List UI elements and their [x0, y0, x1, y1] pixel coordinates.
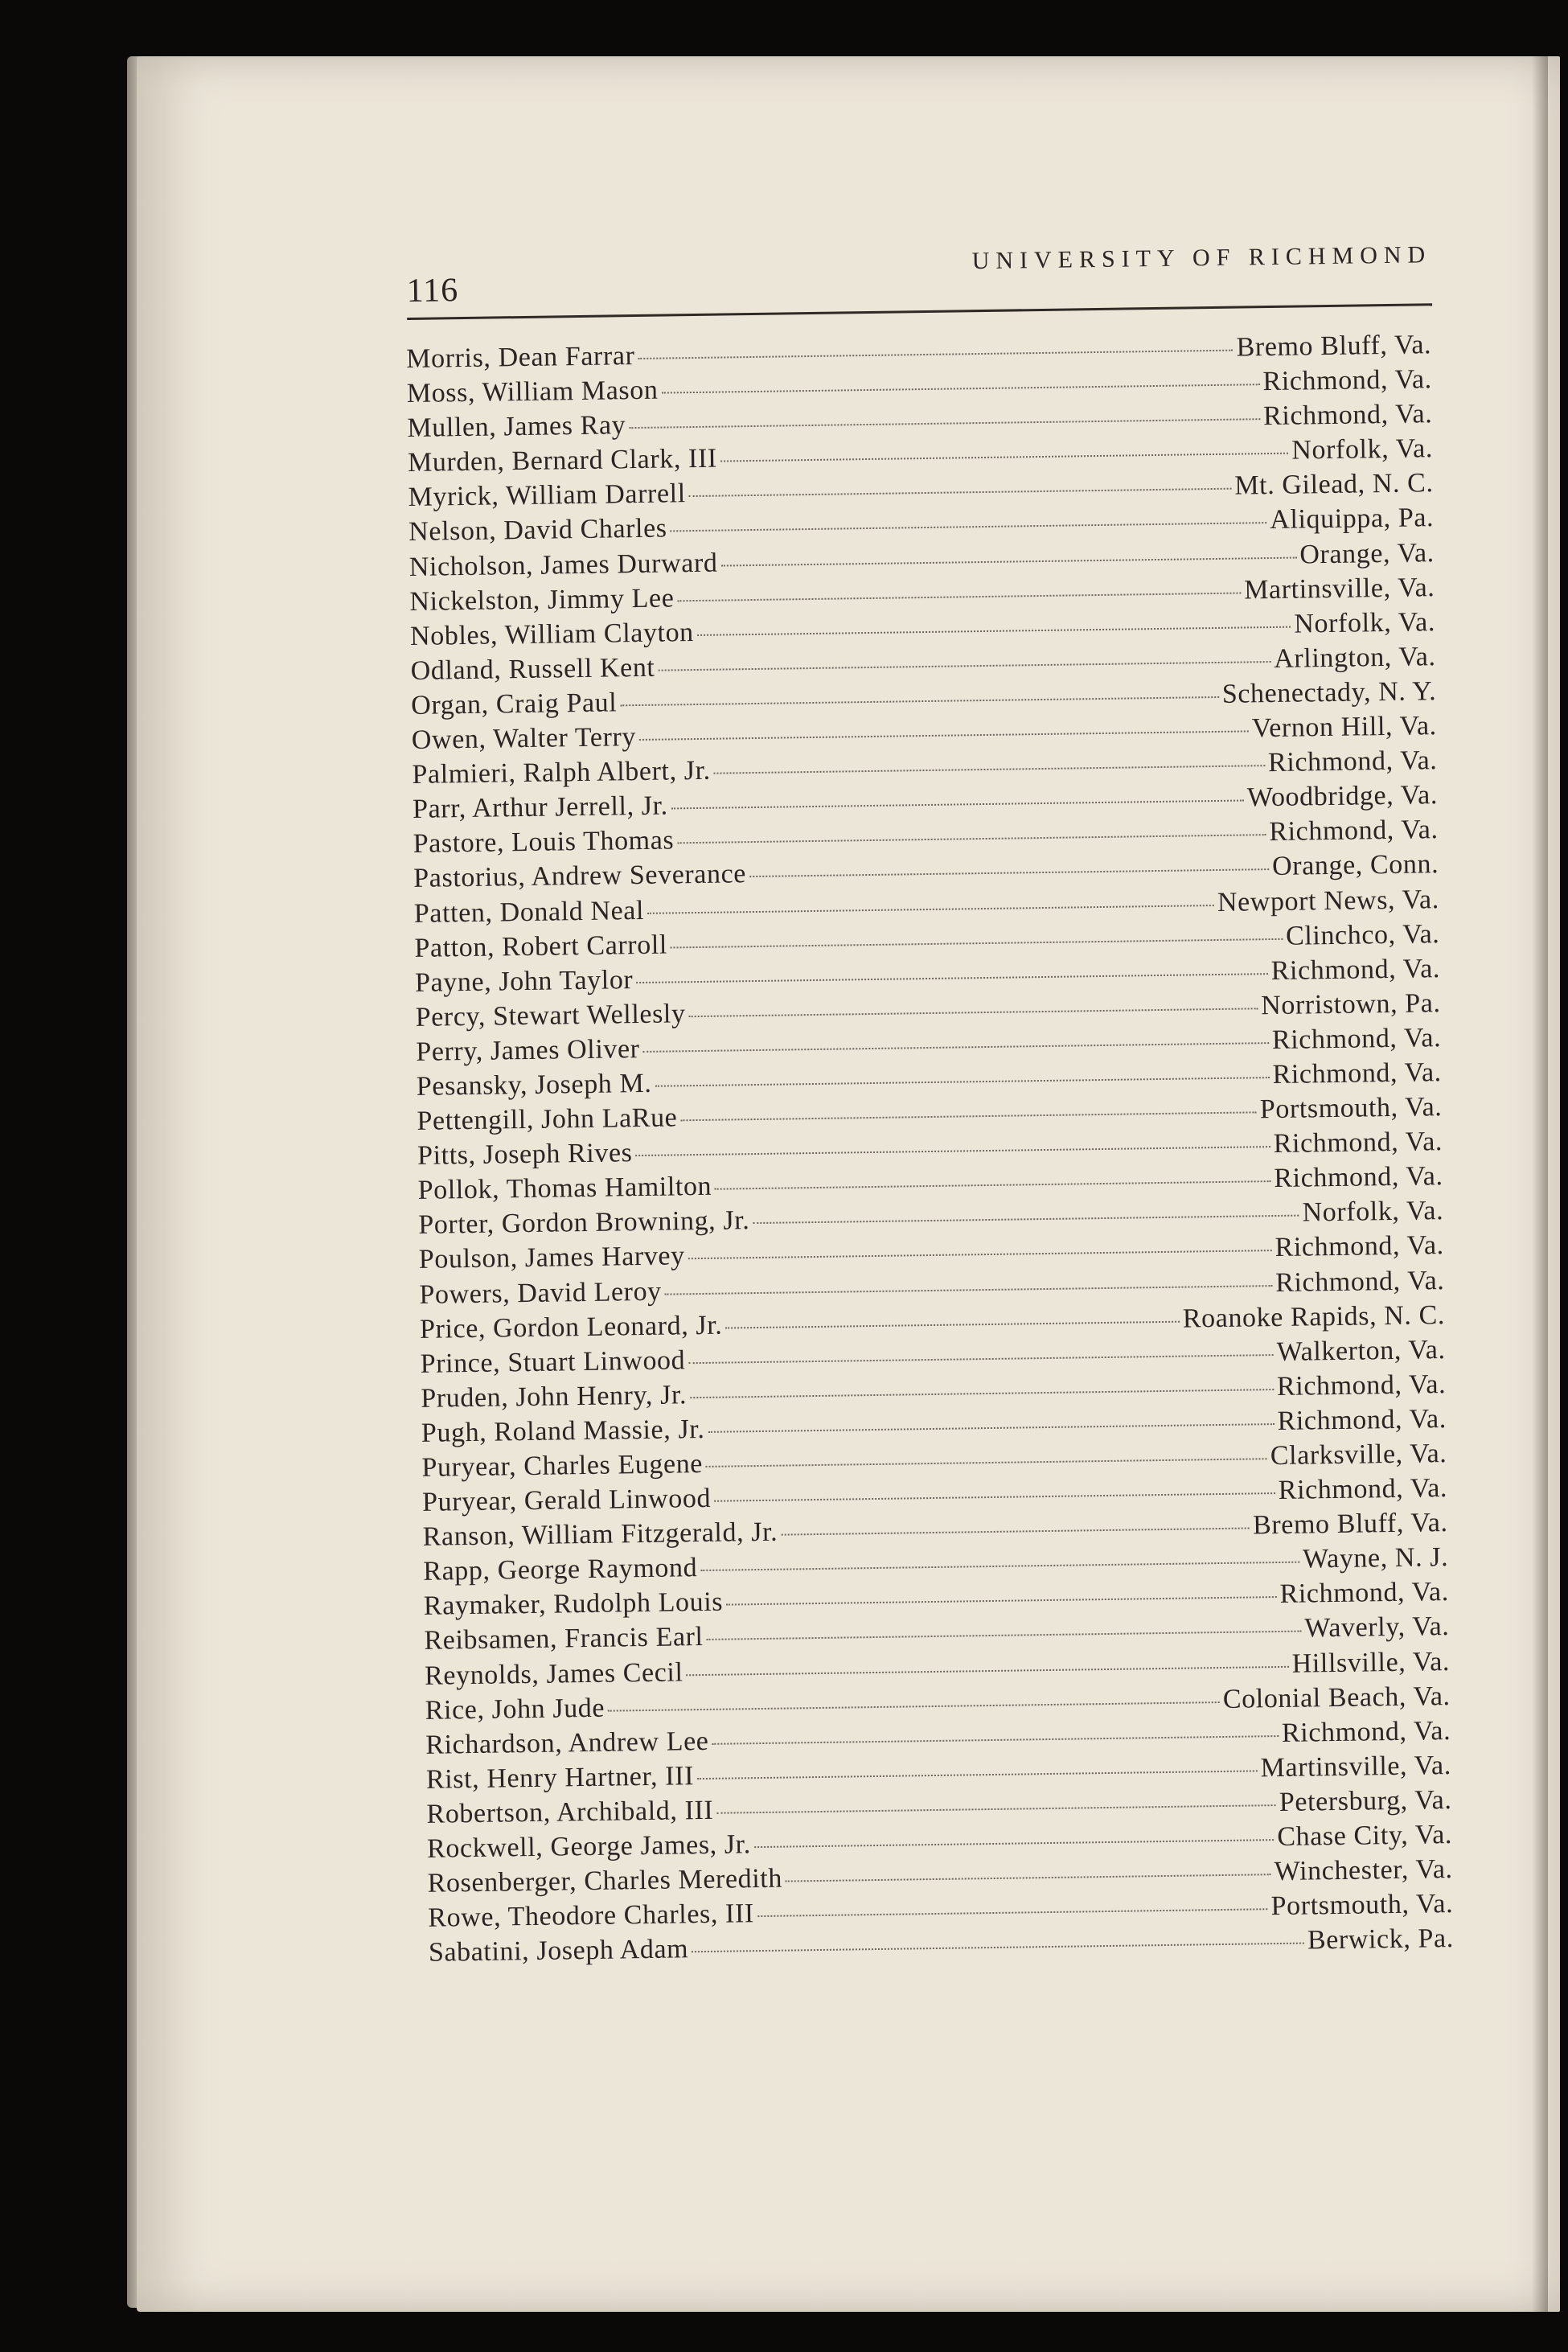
- hometown: Richmond, Va.: [1273, 1127, 1443, 1160]
- student-roster-list: [406, 330, 1454, 1972]
- hometown: Richmond, Va.: [1277, 1403, 1447, 1436]
- hometown: Norfolk, Va.: [1291, 433, 1434, 466]
- hometown: Richmond, Va.: [1279, 1577, 1450, 1610]
- student-name: Nelson, David Charles: [408, 513, 667, 548]
- student-name: Puryear, Charles Eugene: [421, 1448, 704, 1483]
- hometown: Richmond, Va.: [1272, 1057, 1443, 1090]
- hometown: Petersburg, Va.: [1279, 1784, 1452, 1817]
- hometown: Bremo Bluff, Va.: [1252, 1508, 1448, 1541]
- student-name: Mullen, James Ray: [407, 410, 626, 444]
- student-name: Price, Gordon Leonard, Jr.: [419, 1310, 723, 1344]
- student-name: Patton, Robert Carroll: [414, 930, 668, 963]
- student-name: Patten, Donald Neal: [413, 895, 645, 929]
- dot-leader: [754, 1839, 1275, 1848]
- student-name: Rapp, George Raymond: [423, 1553, 698, 1587]
- dot-leader: [715, 1180, 1270, 1190]
- student-name: Nicholson, James Durward: [408, 548, 718, 582]
- student-name: Rosenberger, Charles Meredith: [427, 1863, 783, 1898]
- hometown: Portsmouth, Va.: [1270, 1889, 1454, 1922]
- hometown: Martinsville, Va.: [1260, 1750, 1452, 1783]
- hometown: Clarksville, Va.: [1270, 1439, 1447, 1472]
- dot-leader: [726, 1596, 1276, 1606]
- dot-leader: [689, 1008, 1258, 1017]
- hometown: Wayne, N. J.: [1302, 1542, 1449, 1574]
- student-name: Pettengill, John LaRue: [417, 1102, 678, 1136]
- student-name: Porter, Gordon Browning, Jr.: [418, 1205, 750, 1241]
- dot-leader: [716, 1804, 1276, 1814]
- hometown: Waverly, Va.: [1304, 1611, 1450, 1644]
- student-name: Pugh, Roland Massie, Jr.: [421, 1414, 705, 1448]
- dot-leader: [786, 1874, 1271, 1882]
- dot-leader: [725, 1320, 1180, 1328]
- hometown: Orange, Va.: [1299, 537, 1435, 570]
- student-name: Percy, Stewart Wellesly: [415, 999, 686, 1032]
- hometown: Richmond, Va.: [1281, 1715, 1451, 1748]
- dot-leader: [629, 418, 1260, 429]
- hometown: Schenectady, N. Y.: [1221, 676, 1437, 709]
- hometown: Bremo Bluff, Va.: [1236, 330, 1432, 363]
- dot-leader: [647, 905, 1214, 914]
- hometown: Richmond, Va.: [1269, 815, 1439, 848]
- page-header: [406, 235, 1432, 322]
- dot-leader: [781, 1528, 1250, 1536]
- hometown: Richmond, Va.: [1274, 1161, 1443, 1194]
- dot-leader: [687, 1665, 1289, 1675]
- dot-leader: [712, 1735, 1279, 1745]
- hometown: Woodbridge, Va.: [1246, 780, 1439, 813]
- hometown: Roanoke Rapids, N. C.: [1182, 1299, 1446, 1334]
- hometown: Berwick, Pa.: [1307, 1923, 1455, 1956]
- dot-leader: [697, 626, 1291, 635]
- hometown: Richmond, Va.: [1262, 364, 1432, 397]
- student-name: Pitts, Joseph Rives: [417, 1138, 633, 1172]
- hometown: Richmond, Va.: [1275, 1265, 1445, 1298]
- student-name: Rice, John Jude: [425, 1693, 605, 1726]
- student-name: Richardson, Andrew Lee: [425, 1726, 709, 1760]
- dot-leader: [714, 1492, 1275, 1502]
- dot-leader: [714, 765, 1265, 774]
- hometown: Richmond, Va.: [1267, 745, 1438, 778]
- student-name: Puryear, Gerald Linwood: [421, 1483, 712, 1517]
- dot-leader: [692, 1943, 1304, 1953]
- student-name: Reibsamen, Francis Earl: [424, 1622, 704, 1656]
- student-name: Rockwell, George James, Jr.: [426, 1829, 752, 1864]
- student-name: Parr, Arthur Jerrell, Jr.: [412, 790, 668, 825]
- hometown: Norristown, Pa.: [1260, 987, 1441, 1021]
- dot-leader: [636, 973, 1267, 983]
- student-name: Payne, John Taylor: [414, 964, 634, 998]
- dot-leader: [671, 800, 1244, 810]
- student-name: Sabatini, Joseph Adam: [428, 1934, 689, 1968]
- student-name: Nickelston, Jimmy Lee: [409, 583, 675, 617]
- student-name: Reynolds, James Cecil: [424, 1656, 683, 1691]
- student-name: Ranson, William Fitzgerald, Jr.: [422, 1517, 778, 1553]
- dot-leader: [643, 1042, 1269, 1053]
- dot-leader: [688, 1354, 1273, 1364]
- student-name: Rist, Henry Hartner, III: [425, 1761, 695, 1795]
- student-name: Prince, Stuart Linwood: [420, 1344, 686, 1379]
- dot-leader: [720, 556, 1296, 566]
- student-name: Pastorius, Andrew Severance: [413, 859, 747, 894]
- dot-leader: [749, 868, 1269, 877]
- student-name: Pruden, John Henry, Jr.: [421, 1380, 688, 1414]
- hometown: Norfolk, Va.: [1302, 1196, 1444, 1228]
- hometown: Richmond, Va.: [1275, 1230, 1445, 1263]
- hometown: Winchester, Va.: [1274, 1854, 1453, 1887]
- student-name: Powers, David Leroy: [419, 1276, 663, 1310]
- dot-leader: [706, 1458, 1267, 1467]
- hometown: Newport News, Va.: [1217, 884, 1440, 917]
- student-name: Poulson, James Harvey: [418, 1241, 685, 1275]
- student-name: Raymaker, Rudolph Louis: [423, 1587, 724, 1622]
- dot-leader: [688, 1250, 1272, 1260]
- dot-leader: [655, 1077, 1269, 1087]
- student-name: Perry, James Oliver: [416, 1033, 640, 1067]
- hometown: Richmond, Va.: [1271, 1022, 1442, 1055]
- dot-leader: [658, 661, 1270, 671]
- dot-leader: [677, 834, 1266, 844]
- running-head: UNIVERSITY OF RICHMOND: [971, 241, 1432, 275]
- dot-leader: [720, 453, 1289, 462]
- hometown: Richmond, Va.: [1270, 953, 1441, 986]
- hometown: Richmond, Va.: [1262, 399, 1433, 432]
- hometown: Colonial Beach, Va.: [1222, 1681, 1451, 1714]
- dot-leader: [680, 1111, 1256, 1121]
- hometown: Hillsville, Va.: [1291, 1646, 1451, 1679]
- dot-leader: [671, 523, 1267, 532]
- student-name: Pastore, Louis Thomas: [413, 825, 675, 860]
- hometown: Aliquippa, Pa.: [1270, 503, 1435, 536]
- dot-leader: [697, 1770, 1258, 1779]
- student-name: Rowe, Theodore Charles, III: [428, 1898, 755, 1934]
- dot-leader: [635, 1146, 1270, 1156]
- dot-leader: [708, 1423, 1274, 1433]
- dot-leader: [677, 592, 1241, 601]
- student-name: Organ, Craig Paul: [411, 688, 618, 720]
- student-name: Pesansky, Joseph M.: [416, 1068, 652, 1102]
- dot-leader: [707, 1631, 1302, 1640]
- student-name: Odland, Russell Kent: [410, 652, 655, 686]
- dot-leader: [608, 1701, 1220, 1712]
- hometown: Arlington, Va.: [1273, 642, 1436, 674]
- student-name: Murden, Bernard Clark, III: [407, 443, 718, 478]
- hometown: Norfolk, Va.: [1294, 606, 1436, 639]
- hometown: Vernon Hill, Va.: [1251, 711, 1438, 744]
- dot-leader: [690, 1389, 1274, 1398]
- student-name: Morris, Dean Farrar: [406, 341, 635, 374]
- hometown: Orange, Conn.: [1271, 849, 1439, 882]
- student-name: Pollok, Thomas Hamilton: [417, 1172, 712, 1206]
- dot-leader: [757, 1908, 1268, 1917]
- dot-leader: [661, 384, 1259, 393]
- hometown: Walkerton, Va.: [1276, 1334, 1446, 1367]
- hometown: Portsmouth, Va.: [1259, 1092, 1443, 1125]
- hometown: Martinsville, Va.: [1243, 572, 1435, 605]
- hometown: Richmond, Va.: [1278, 1473, 1448, 1506]
- dot-leader: [639, 730, 1249, 741]
- page-gutter-shadow: [1532, 56, 1548, 2312]
- dot-leader: [689, 488, 1232, 497]
- hometown: Chase City, Va.: [1277, 1820, 1453, 1853]
- student-name: Robertson, Archibald, III: [426, 1795, 714, 1829]
- student-name: Palmieri, Ralph Albert, Jr.: [412, 755, 711, 790]
- hometown: Clinchco, Va.: [1285, 918, 1440, 951]
- dot-leader: [620, 696, 1219, 706]
- dot-leader: [700, 1562, 1299, 1571]
- student-name: Nobles, William Clayton: [409, 617, 695, 651]
- dot-leader: [753, 1215, 1299, 1224]
- hometown: Mt. Gilead, N. C.: [1234, 468, 1434, 502]
- page-number: 116: [406, 272, 459, 310]
- dot-leader: [671, 938, 1283, 948]
- student-name: Moss, William Mason: [406, 375, 659, 409]
- student-name: Myrick, William Darrell: [408, 478, 686, 513]
- dot-leader: [665, 1285, 1272, 1295]
- dot-leader: [638, 350, 1233, 359]
- hometown: Richmond, Va.: [1276, 1369, 1447, 1402]
- student-name: Owen, Walter Terry: [411, 722, 637, 755]
